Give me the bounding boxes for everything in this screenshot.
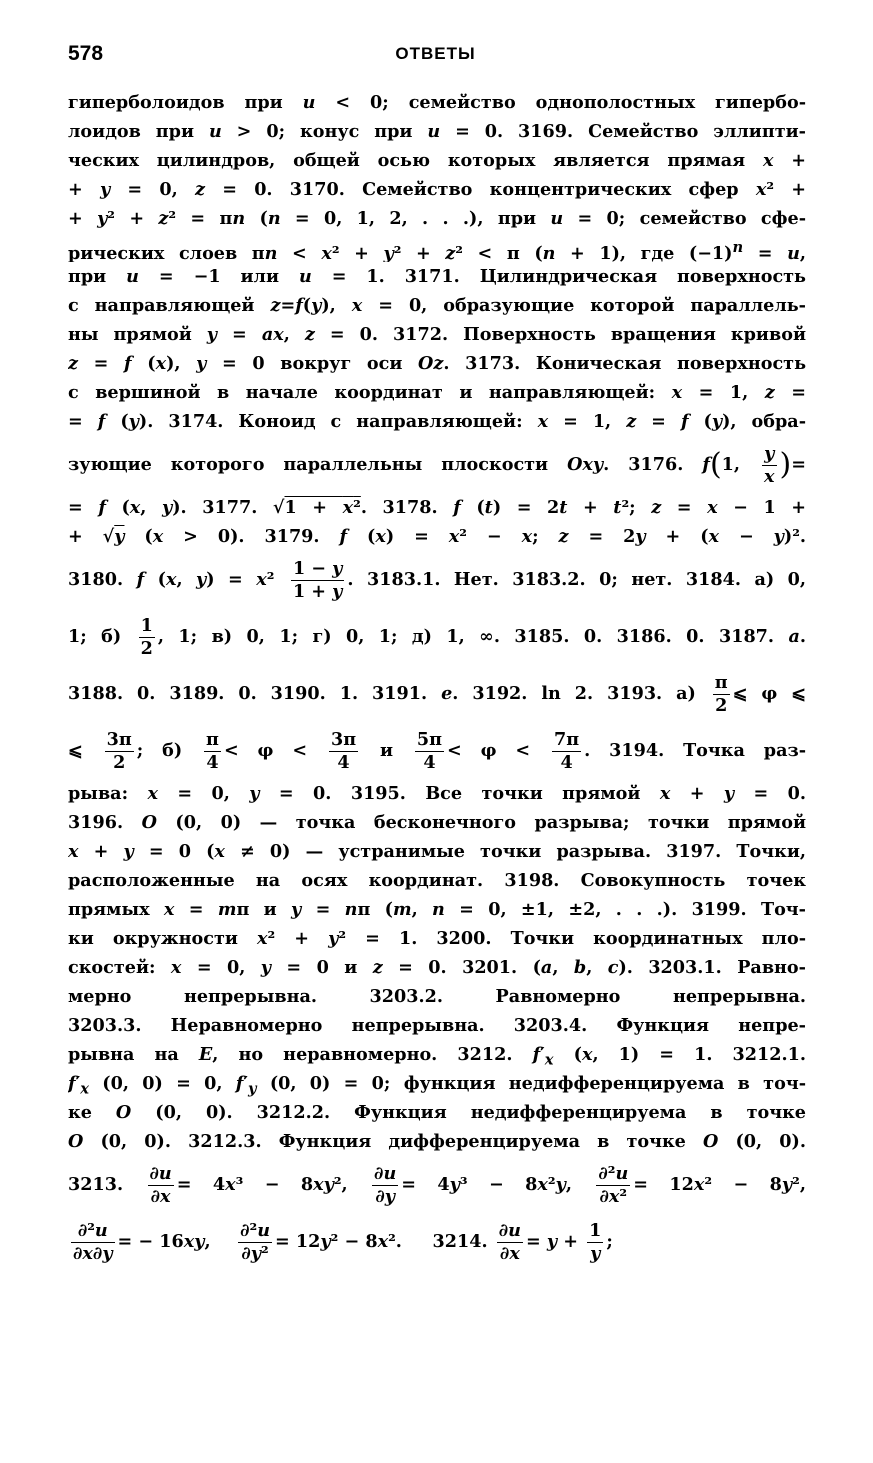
text-line: прямых x = mπ и y = nπ (m, n = 0, ±1, ±2, . . .). 3199. Точ- xyxy=(68,899,806,920)
text-line: скостей: x = 0, y = 0 и z = 0. 3201. (a, b, c). 3203.1. Равно- xyxy=(68,957,806,978)
answers-text xyxy=(68,88,806,1270)
text-line: с вершиной в начале координат и направляющей: x = 1, z = xyxy=(68,382,806,403)
text-line: O (0, 0). 3212.3. Функция дифференцируема в точке O (0, 0). xyxy=(68,1131,806,1152)
text-line: 3213. $\frac{\partial u}{\partial x}$ = 4x³ − 8xy², $\frac{\partial u}{\partial y}$ = 4y³ − 8x²y, $\frac{\text{∂²u}}{\text{∂x²}}$ = 12x² − 8y², xyxy=(68,1162,806,1207)
page-number: 578 xyxy=(68,42,104,65)
text-line: рывна на E, но неравномерно. 3212. $f'_x$ (x, 1) = 1. 3212.1. xyxy=(68,1044,806,1069)
text-line: ны прямой y = ax, z = 0. 3172. Поверхность вращения кривой xyxy=(68,324,806,345)
text-line: расположенные на осях координат. 3198. Совокупность точек xyxy=(68,870,806,891)
text-line: x + y = 0 (x ≠ 0) — устранимые точки разрыва. 3197. Точки, xyxy=(68,841,806,862)
text-line: ⩽ $\frac{3\pi}{2}$ ; б) $\frac{\pi}{4}$ < φ < $\frac{3\pi}{4}$ и $\frac{5\pi}{4}$ < φ < $\frac{7\pi}{4}$ . 3194. Точка раз- xyxy=(68,728,806,773)
text-line: + y² + z² = πn (n = 0, 1, 2, . . .), при u = 0; семейство сфе- xyxy=(68,208,806,229)
text-line: $\frac{\text{∂²u}}{\partial x\partial y}$ = − 16xy, $\frac{\text{∂²u}}{\text{∂y²}}$ = 12y² − 8x². 3214. $\frac{\partial u}{\partial x}$ = y + $\frac{1}{y}$ ; xyxy=(73,1219,613,1264)
page-header xyxy=(68,42,803,72)
text-line: z = f (x), y = 0 вокруг оси Oz. 3173. Коническая поверхность xyxy=(68,353,806,374)
text-line: 3203.3. Неравномерно непрерывна. 3203.4. Функция непре- xyxy=(68,1015,806,1036)
text-line: с направляющей z=f(y), x = 0, образующие которой параллель- xyxy=(68,295,806,316)
text-line: ке O (0, 0). 3212.2. Функция недифференцируема в точке xyxy=(68,1102,806,1123)
text-line: мерно непрерывна. 3203.2. Равномерно непрерывна. xyxy=(68,986,806,1007)
text-line: = f (y). 3174. Коноид с направляющей: x = 1, z = f (y), обра- xyxy=(68,411,806,432)
text-line: ческих цилиндров, общей осью которых является прямая x + xyxy=(68,150,806,171)
text-line: ки окружности x² + y² = 1. 3200. Точки координатных пло- xyxy=(68,928,806,949)
text-line: рических слоев πn < x² + y² + z² < π (n + 1), где $(-1)^n = u$, xyxy=(68,239,806,262)
text-line: лоидов при u > 0; конус при u = 0. 3169. Семейство эллипти- xyxy=(68,121,806,142)
text-line: = f (x, y). 3177. √1 + x². 3178. f (t) = 2t + t²; z = x − 1 + xyxy=(68,497,806,518)
text-line: + y = 0, z = 0. 3170. Семейство концентрических сфер x² + xyxy=(68,179,806,200)
text-line: зующие которого параллельны плоскости Oxy. 3176. f(1, $\frac{y}{x}$ )= xyxy=(68,442,806,487)
text-line: гиперболоидов при u < 0; семейство однополостных гипербо- xyxy=(68,92,806,113)
text-line: 3180. f (x, y) = x² $\frac{1 - y}{1 + y}$ . 3183.1. Нет. 3183.2. 0; нет. 3184. а) 0, xyxy=(68,557,806,602)
text-line: 3196. O (0, 0) — точка бесконечного разрыва; точки прямой xyxy=(68,812,806,833)
text-line: $f'_x$ (0, 0) = 0, $f'_y$ (0, 0) = 0; функция недифференцируема в точ- xyxy=(68,1073,806,1098)
text-line: 1; б) $\frac{1}{2}$ , 1; в) 0, 1; г) 0, 1; д) 1, ∞. 3185. 0. 3186. 0. 3187. a. xyxy=(68,614,806,659)
text-line: рыва: x = 0, y = 0. 3195. Все точки прямой x + y = 0. xyxy=(68,783,806,804)
text-line: + √y (x > 0). 3179. f (x) = x² − x; z = 2y + (x − y)². xyxy=(68,526,806,547)
running-title: ОТВЕТЫ xyxy=(395,44,476,63)
text-line: при u = −1 или u = 1. 3171. Цилиндрическая поверхность xyxy=(68,266,806,287)
text-line: 3188. 0. 3189. 0. 3190. 1. 3191. e. 3192. ln 2. 3193. а) $\frac{\pi}{2}$ ⩽ φ ⩽ xyxy=(68,671,806,716)
